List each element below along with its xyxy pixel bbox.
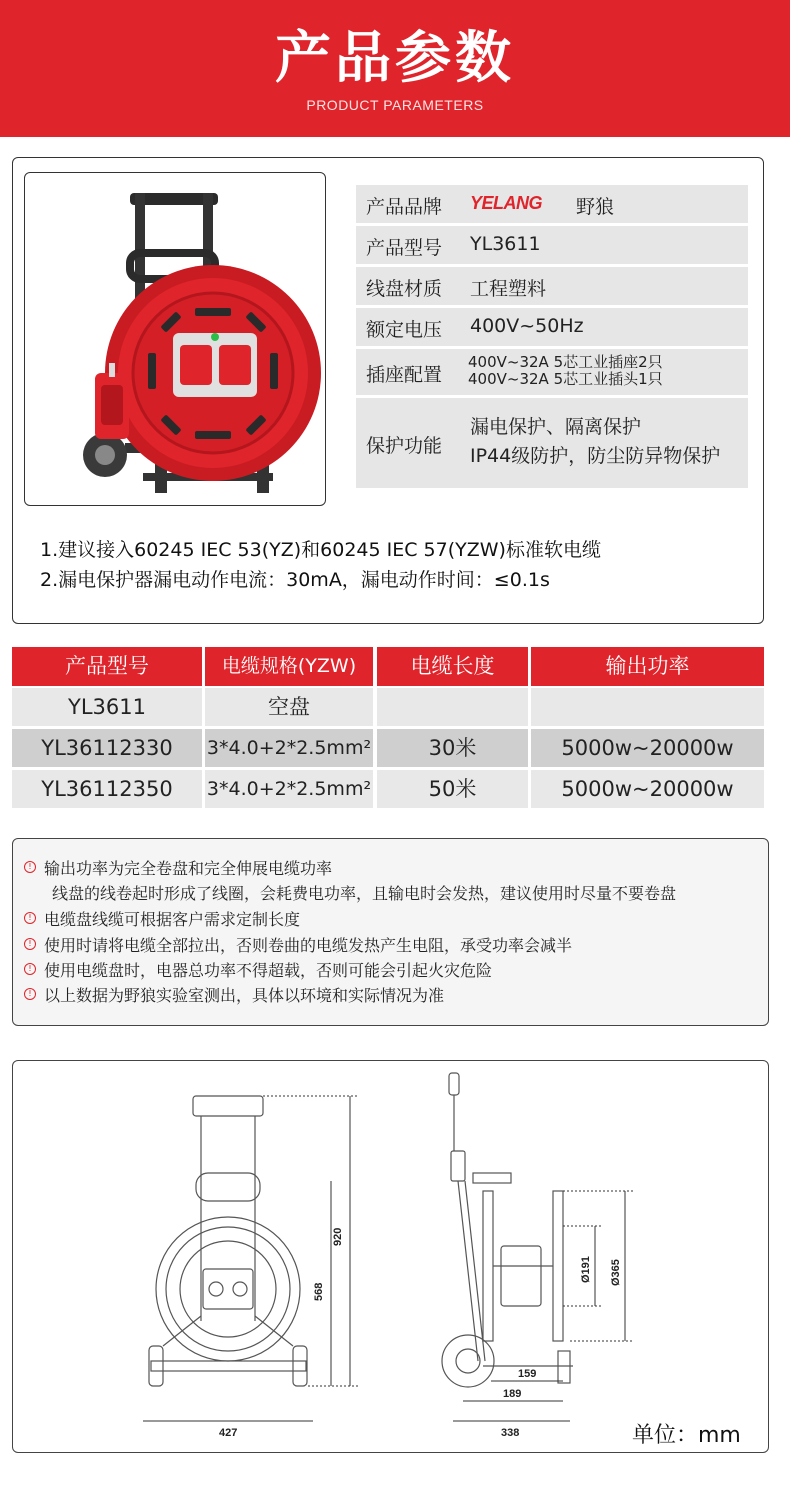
table-cell: YL3611 bbox=[12, 688, 202, 726]
spec-value-line: IP44级防护，防尘防异物保护 bbox=[470, 445, 721, 467]
table-cell: 空盘 bbox=[205, 688, 373, 726]
table-cell: 30米 bbox=[377, 729, 528, 767]
spec-key: 线盘材质 bbox=[366, 278, 443, 300]
warning-icon: ! bbox=[24, 938, 36, 950]
page-title: 产品参数 bbox=[275, 26, 515, 91]
spec-key: 保护功能 bbox=[366, 435, 443, 457]
spec-row bbox=[356, 267, 748, 305]
dimension-drawing bbox=[12, 1060, 769, 1453]
spec-value: 工程塑料 bbox=[470, 278, 547, 300]
table-cell: 3*4.0+2*2.5mm² bbox=[205, 729, 373, 767]
tip-item: 使用时请将电缆全部拉出，否则卷曲的电缆发热产生电阻，承受功率会减半 bbox=[44, 936, 573, 955]
tip-item: 电缆盘线缆可根据客户需求定制长度 bbox=[44, 910, 301, 929]
unit-label: 单位：mm bbox=[632, 1423, 741, 1448]
dimension-svg bbox=[13, 1061, 768, 1452]
table-cell: YL36112350 bbox=[12, 770, 202, 808]
dim-diameter-outer: Ø365 bbox=[610, 1259, 622, 1286]
table-header-model: 产品型号 bbox=[12, 647, 202, 686]
dim-diameter-inner: Ø191 bbox=[580, 1256, 592, 1283]
tip-item: 使用电缆盘时，电器总功率不得超载，否则可能会引起火灾危险 bbox=[44, 961, 493, 980]
tip-item: 输出功率为完全卷盘和完全伸展电缆功率 bbox=[44, 859, 333, 878]
cable-reel-illustration bbox=[25, 173, 325, 505]
spec-row bbox=[356, 226, 748, 264]
spec-key: 产品型号 bbox=[366, 237, 443, 259]
brand-logo: YELANG bbox=[470, 193, 543, 213]
spec-value-line: 400V~32A 5芯工业插头1只 bbox=[468, 370, 663, 388]
spec-row bbox=[356, 349, 748, 395]
spec-value bbox=[470, 413, 720, 471]
spec-value bbox=[468, 354, 663, 388]
tip-item: 以上数据为野狼实验室测出，具体以环境和实际情况为准 bbox=[44, 986, 445, 1005]
warning-icon: ! bbox=[24, 861, 36, 873]
table-cell: 3*4.0+2*2.5mm² bbox=[205, 770, 373, 808]
spec-key: 产品品牌 bbox=[366, 196, 443, 218]
spec-row bbox=[356, 185, 748, 223]
dim-width-front: 427 bbox=[219, 1427, 238, 1439]
tip-item: 线盘的线卷起时形成了线圈，会耗费电功率，且输电时会发热，建议使用时尽量不要卷盘 bbox=[52, 884, 677, 903]
warning-icon: ! bbox=[24, 912, 36, 924]
table-cell: YL36112330 bbox=[12, 729, 202, 767]
table-cell: 5000w~20000w bbox=[531, 770, 764, 808]
dim-height-total: 920 bbox=[332, 1227, 344, 1246]
page-subtitle: PRODUCT PARAMETERS bbox=[306, 97, 484, 113]
warning-icon: ! bbox=[24, 963, 36, 975]
table-cell bbox=[531, 688, 764, 726]
table-header-cable-spec: 电缆规格(YZW) bbox=[205, 647, 373, 686]
table-cell bbox=[377, 688, 528, 726]
table-header-output-power: 输出功率 bbox=[531, 647, 764, 686]
spec-value: 野狼 bbox=[576, 196, 615, 218]
spec-row bbox=[356, 398, 748, 488]
dim-depth-b: 189 bbox=[503, 1388, 522, 1400]
dim-depth-a: 159 bbox=[518, 1368, 537, 1380]
warning-icon: ! bbox=[24, 988, 36, 1000]
note-2: 2.漏电保护器漏电动作电流：30mA，漏电动作时间：≤0.1s bbox=[40, 569, 550, 591]
spec-key: 插座配置 bbox=[366, 364, 443, 386]
table-cell: 50米 bbox=[377, 770, 528, 808]
dim-height-reel: 568 bbox=[313, 1282, 325, 1301]
dim-width-side: 338 bbox=[501, 1427, 520, 1439]
product-photo bbox=[24, 172, 326, 506]
spec-value-line: 400V~32A 5芯工业插座2只 bbox=[468, 353, 663, 371]
spec-key: 额定电压 bbox=[366, 319, 443, 341]
table-cell: 5000w~20000w bbox=[531, 729, 764, 767]
spec-row bbox=[356, 308, 748, 346]
spec-value-line: 漏电保护、隔离保护 bbox=[470, 416, 642, 438]
table-header-cable-length: 电缆长度 bbox=[377, 647, 528, 686]
spec-value: 400V~50Hz bbox=[470, 315, 584, 337]
note-1: 1.建议接入60245 IEC 53(YZ)和60245 IEC 57(YZW)标准软电缆 bbox=[40, 539, 601, 561]
spec-value: YL3611 bbox=[470, 233, 541, 255]
